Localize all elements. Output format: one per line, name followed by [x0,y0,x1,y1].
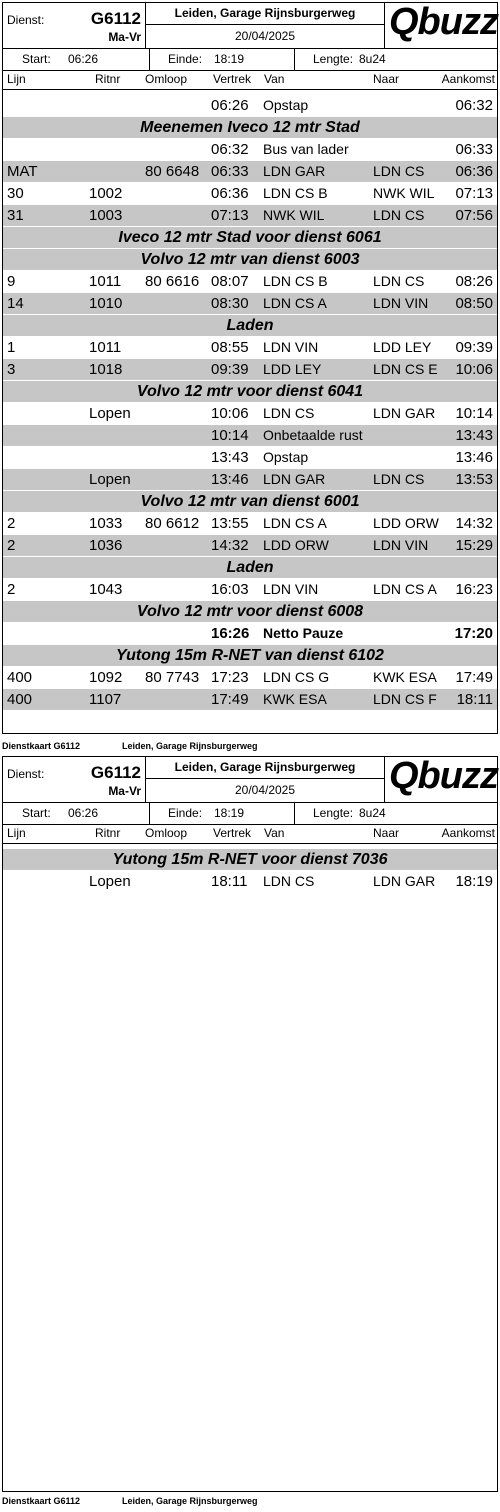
cell-ritnr: 1002 [89,185,123,202]
table-row [3,95,497,117]
footer-right: Leiden, Garage Rijnsburgerweg [122,1496,258,1506]
cell-aank: 07:56 [455,207,493,224]
cell-omloop: 80 6612 [145,515,200,532]
start-time: 06:26 [68,806,99,820]
table-row [3,689,497,711]
cell-ritnr: 1011 [89,339,122,356]
cell-naar: LDN CS A [373,581,437,597]
cell-van: LDN CS G [263,669,330,685]
date: 20/04/2025 [145,779,385,802]
cell-aank: 13:43 [455,427,493,444]
section-header: Iveco 12 mtr Stad voor dienst 6061 [3,227,497,249]
cell-ritnr: Lopen [89,405,131,422]
dienst-number: G6112 [90,9,141,28]
section-header: Volvo 12 mtr voor dienst 6008 [3,601,497,623]
cell-vertrek: 16:26 [211,625,250,642]
cell-aank: 13:53 [455,471,493,488]
table-row [3,359,497,381]
dienstkaart-page-2 [2,756,498,1492]
table-row [3,205,497,227]
cell-vertrek: 18:11 [211,873,248,890]
section-header: Laden [3,557,497,579]
cell-omloop: 80 7743 [145,669,200,686]
cell-ritnr: 1092 [89,669,123,686]
cell-van: LDN GAR [263,471,326,487]
table-row [3,271,497,293]
table-row [3,183,497,205]
table-row [3,871,497,893]
cell-van: LDN VIN [263,581,319,597]
cell-naar: LDN CS [373,163,425,179]
dienstkaart-page-1 [2,2,498,734]
cell-vertrek: 10:06 [211,405,249,422]
cell-aank: 08:26 [455,273,493,290]
cell-aank: 17:20 [454,625,493,642]
cell-van: LDN CS B [263,273,328,289]
cell-aank: 06:36 [455,163,493,180]
cell-van: Onbetaalde rust [263,427,363,443]
cell-naar: LDN CS [373,273,425,289]
cell-vertrek: 17:23 [211,669,249,686]
cell-aank: 10:14 [455,405,493,422]
col-ritnr: Ritnr [95,72,121,86]
times-bar [3,49,497,71]
cell-vertrek: 14:32 [211,537,249,554]
cell-van: LDN CS A [263,515,327,531]
footer-right: Leiden, Garage Rijnsburgerweg [122,741,258,751]
cell-naar: LDN CS [373,471,425,487]
col-vertrek: Vertrek [213,72,252,86]
cell-aank: 13:46 [455,449,493,466]
cell-lijn: 30 [7,185,24,202]
col-aankomst: Aankomst [441,72,495,86]
cell-ritnr: 1011 [89,273,122,290]
cell-ritnr: Lopen [89,873,131,890]
header [3,757,497,803]
times-bar [3,803,497,825]
section-header: Volvo 12 mtr voor dienst 6041 [3,381,497,403]
section-header: Volvo 12 mtr van dienst 6001 [3,491,497,513]
cell-ritnr: 1043 [89,581,123,598]
start-label: Start: [22,52,51,66]
col-aankomst: Aankomst [441,826,495,840]
days: Ma-Vr [108,784,141,798]
column-headers [3,825,497,844]
einde-time: 18:19 [214,52,245,66]
einde-time: 18:19 [214,806,245,820]
col-lijn: Lijn [7,826,26,840]
cell-van: Opstap [263,97,309,113]
cell-van: Opstap [263,449,309,465]
col-vertrek: Vertrek [213,826,252,840]
cell-ritnr: 1003 [89,207,123,224]
cell-lijn: MAT [7,163,38,180]
dienst-label: Dienst: [7,767,45,781]
cell-lijn: 9 [7,273,16,290]
cell-omloop: 80 6616 [145,273,200,290]
qbuzz-logo: Qbuzz [389,1,498,43]
cell-aank: 16:23 [455,581,493,598]
table-row [3,623,497,645]
date: 20/04/2025 [145,25,385,48]
cell-lijn: 2 [7,515,16,532]
start-label: Start: [22,806,51,820]
table-row [3,403,497,425]
table-row [3,667,497,689]
table-row [3,337,497,359]
cell-lijn: 31 [7,207,24,224]
cell-ritnr: 1036 [89,537,123,554]
cell-lijn: 3 [7,361,16,378]
cell-vertrek: 17:49 [211,691,249,708]
col-naar: Naar [373,72,400,86]
col-van: Van [264,72,285,86]
cell-naar: LDN VIN [373,537,429,553]
cell-ritnr: 1018 [89,361,123,378]
table-row [3,139,497,161]
cell-naar: LDN VIN [373,295,429,311]
qbuzz-logo: Qbuzz [389,755,498,797]
dienst-label: Dienst: [7,13,45,27]
cell-vertrek: 08:55 [211,339,249,356]
schedule-rows [3,95,497,711]
einde-label: Einde: [168,806,203,820]
lengte-value: 8u24 [359,52,386,66]
section-header: Laden [3,315,497,337]
cell-vertrek: 09:39 [211,361,249,378]
cell-lijn: 2 [7,537,16,554]
cell-aank: 09:39 [455,339,493,356]
lengte-label: Lengte: [313,806,354,820]
cell-van: LDN GAR [263,163,326,179]
cell-van: LDD LEY [263,361,322,377]
cell-lijn: 400 [7,691,33,708]
cell-naar: LDN GAR [373,405,436,421]
cell-vertrek: 06:36 [211,185,249,202]
cell-lijn: 14 [7,295,24,312]
cell-naar: LDN CS F [373,691,437,707]
table-row [3,293,497,315]
lengte-value: 8u24 [359,806,386,820]
cell-vertrek: 13:43 [211,449,249,466]
table-row [3,535,497,557]
cell-vertrek: 13:46 [211,471,249,488]
cell-van: LDN CS [263,405,315,421]
cell-naar: LDD LEY [373,339,432,355]
location: Leiden, Garage Rijnsburgerweg [145,3,385,25]
cell-aank: 10:06 [455,361,493,378]
footer-left: Dienstkaart G6112 [2,1496,81,1506]
cell-aank: 06:33 [455,141,493,158]
cell-van: Netto Pauze [263,625,344,641]
cell-van: LDN VIN [263,339,319,355]
days: Ma-Vr [108,30,141,44]
col-lijn: Lijn [7,72,26,86]
col-van: Van [264,826,285,840]
cell-ritnr: 1107 [89,691,122,708]
cell-ritnr: 1010 [89,295,123,312]
cell-van: LDN CS B [263,185,328,201]
cell-naar: LDN GAR [373,873,436,889]
cell-aank: 15:29 [455,537,493,554]
cell-vertrek: 13:55 [211,515,249,532]
section-header: Meenemen Iveco 12 mtr Stad [3,117,497,139]
cell-vertrek: 06:26 [211,97,249,114]
cell-naar: KWK ESA [373,669,437,685]
table-row [3,447,497,469]
cell-van: NWK WIL [263,207,325,223]
cell-aank: 18:11 [456,691,493,708]
col-naar: Naar [373,826,400,840]
cell-aank: 07:13 [455,185,493,202]
cell-van: Bus van lader [263,141,349,157]
location: Leiden, Garage Rijnsburgerweg [145,757,385,779]
footer-left: Dienstkaart G6112 [2,741,81,751]
cell-vertrek: 08:07 [211,273,249,290]
cell-vertrek: 06:32 [211,141,249,158]
cell-vertrek: 10:14 [211,427,249,444]
cell-lijn: 2 [7,581,16,598]
col-omloop: Omloop [145,826,188,840]
table-row [3,425,497,447]
cell-vertrek: 16:03 [211,581,249,598]
cell-vertrek: 08:30 [211,295,249,312]
cell-van: LDN CS [263,873,315,889]
col-omloop: Omloop [145,72,188,86]
table-row [3,161,497,183]
einde-label: Einde: [168,52,203,66]
cell-aank: 14:32 [455,515,493,532]
cell-naar: LDN CS E [373,361,438,377]
cell-ritnr: 1033 [89,515,123,532]
lengte-label: Lengte: [313,52,354,66]
cell-van: LDD ORW [263,537,329,553]
cell-aank: 06:32 [455,97,493,114]
table-row [3,579,497,601]
cell-lijn: 1 [7,339,16,356]
table-row [3,469,497,491]
cell-vertrek: 06:33 [211,163,249,180]
section-header: Volvo 12 mtr van dienst 6003 [3,249,497,271]
cell-van: LDN CS A [263,295,327,311]
dienst-number: G6112 [90,763,141,782]
cell-van: KWK ESA [263,691,327,707]
column-headers [3,71,497,90]
cell-aank: 18:19 [455,873,493,890]
table-row [3,513,497,535]
cell-omloop: 80 6648 [145,163,200,180]
cell-ritnr: Lopen [89,471,131,488]
cell-aank: 17:49 [455,669,493,686]
header [3,3,497,49]
cell-naar: NWK WIL [373,185,435,201]
cell-naar: LDN CS [373,207,425,223]
cell-aank: 08:50 [455,295,493,312]
section-header: Yutong 15m R-NET van dienst 6102 [3,645,497,667]
start-time: 06:26 [68,52,99,66]
cell-vertrek: 07:13 [211,207,249,224]
col-ritnr: Ritnr [95,826,121,840]
section-header: Yutong 15m R-NET voor dienst 7036 [3,849,497,871]
schedule-rows [3,849,497,893]
cell-naar: LDD ORW [373,515,439,531]
cell-lijn: 400 [7,669,33,686]
